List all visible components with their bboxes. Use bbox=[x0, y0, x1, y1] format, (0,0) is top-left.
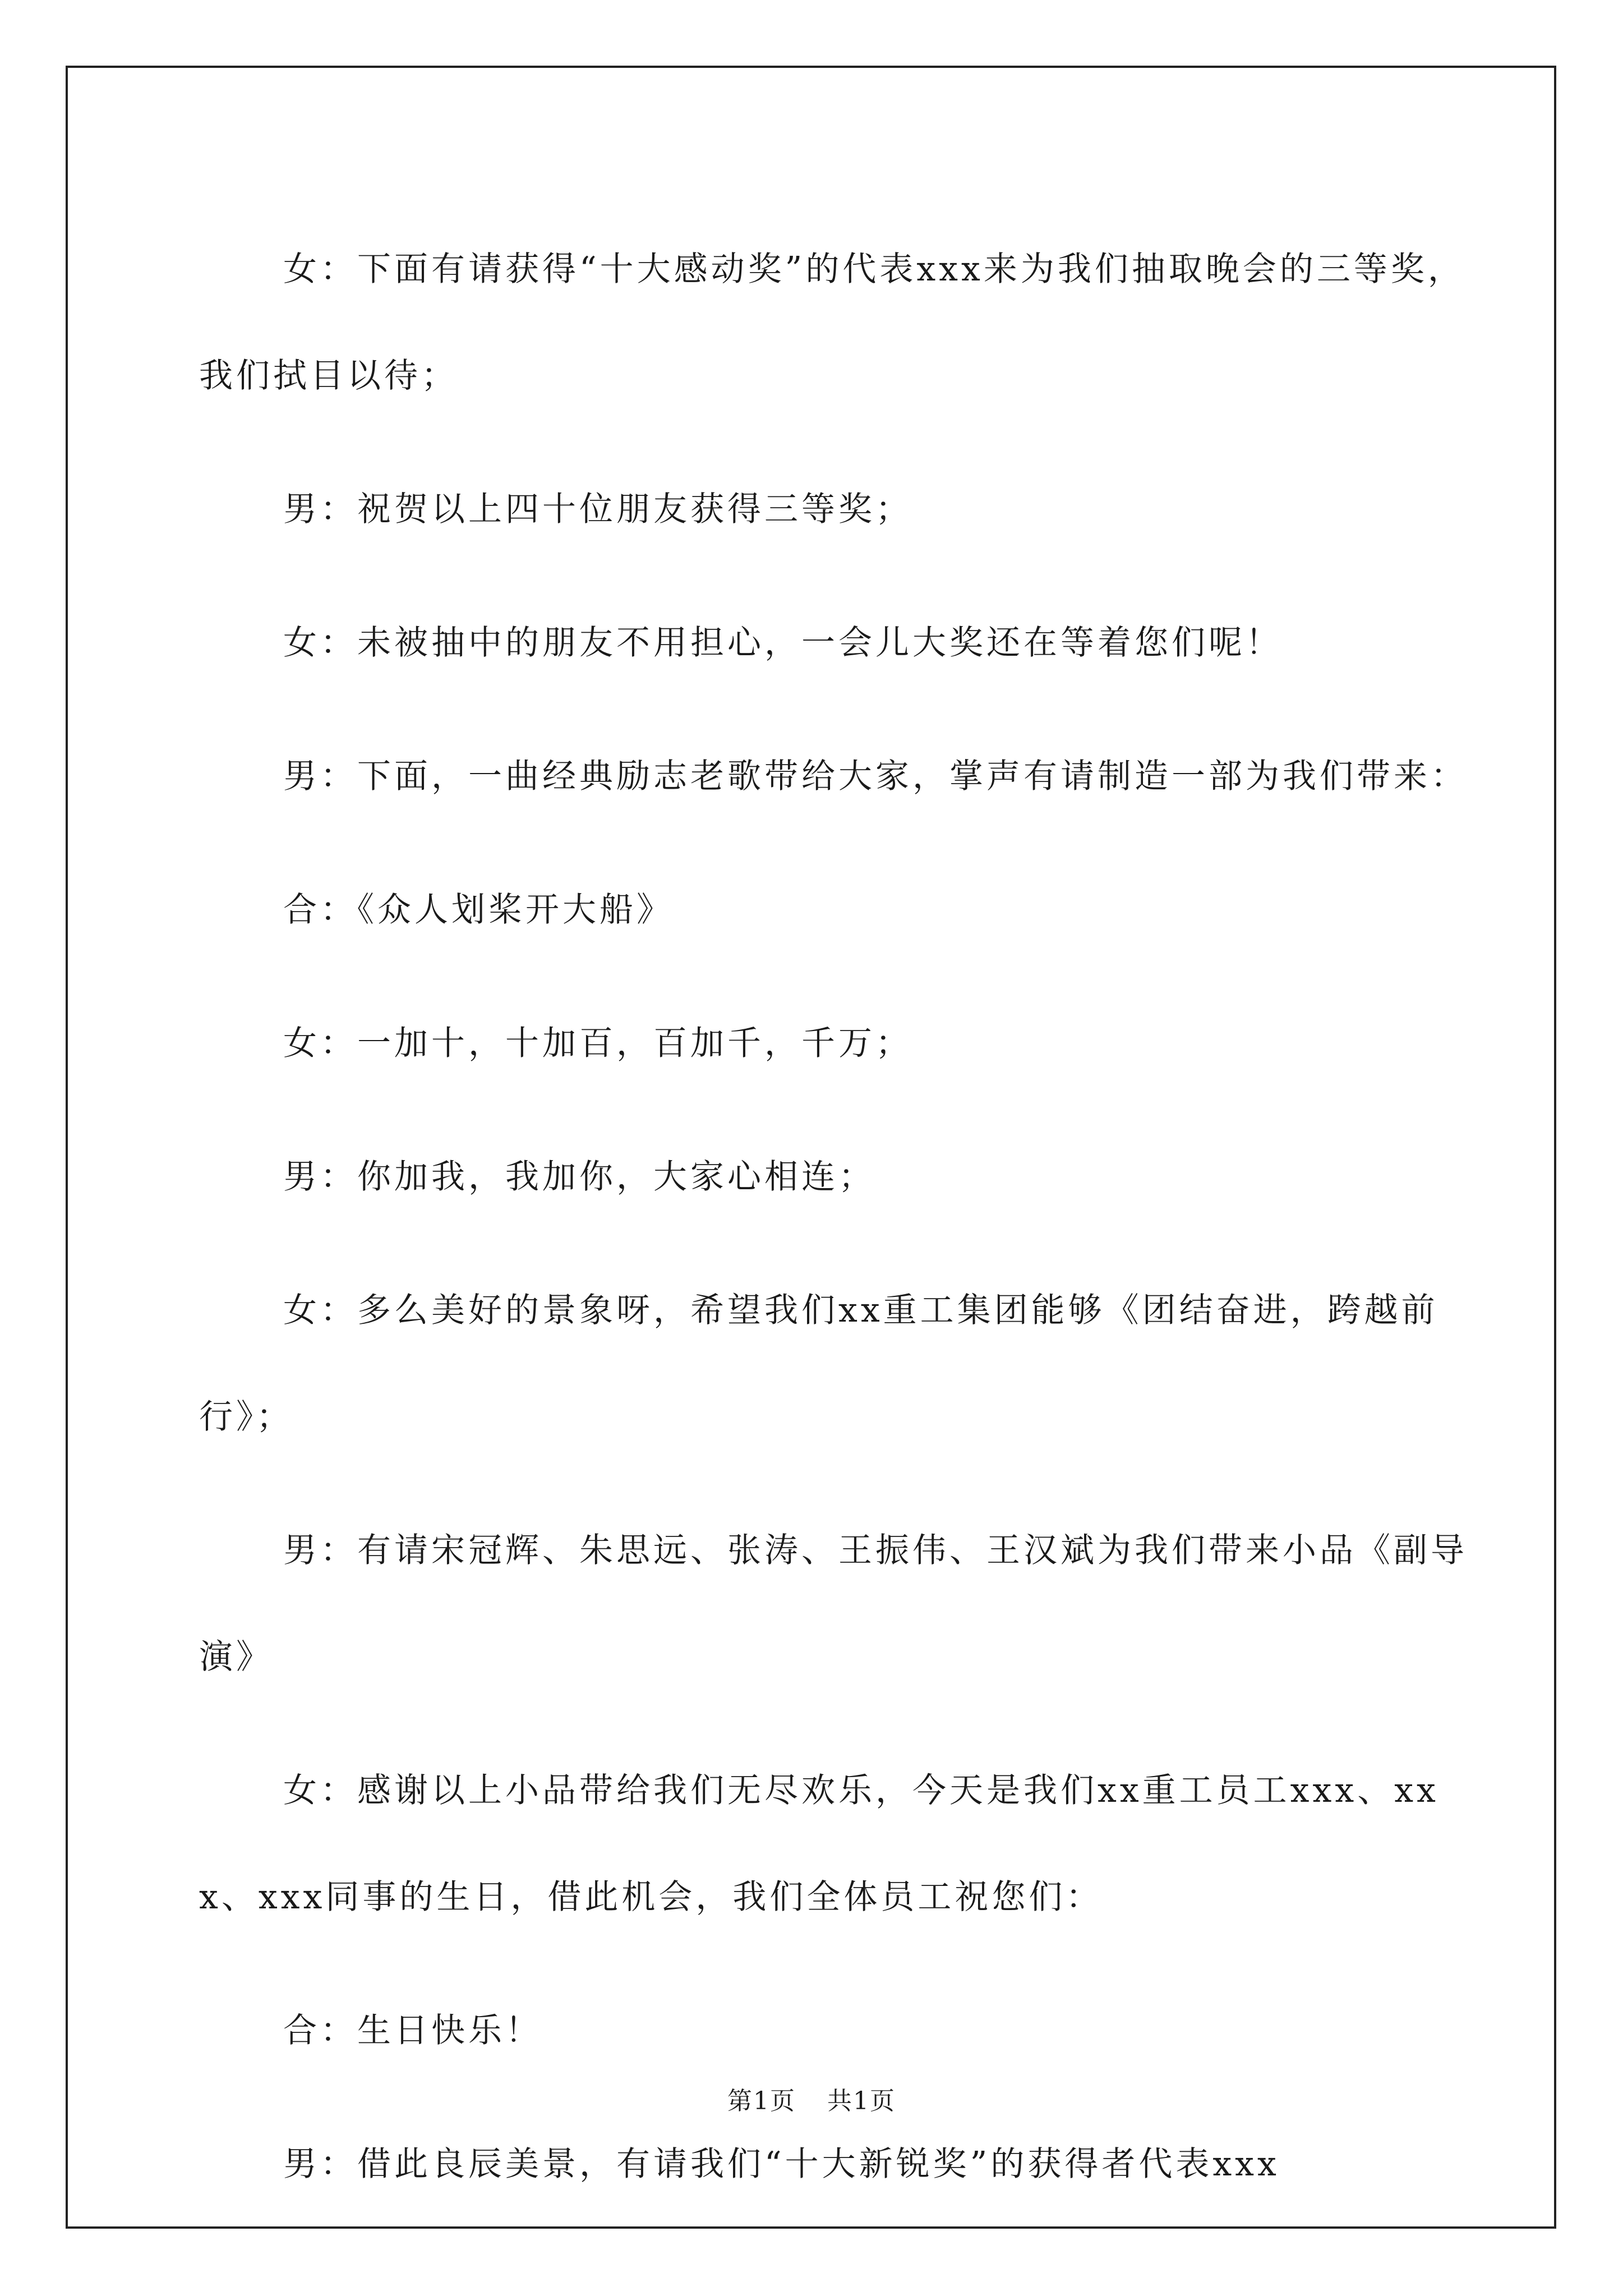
paragraph: 男：下面，一曲经典励志老歌带给大家，掌声有请制造一部为我们带来： bbox=[283, 757, 1468, 796]
document-body bbox=[199, 216, 1472, 2244]
paragraph: 女：感谢以上小品带给我们无尽欢乐，今天是我们xx重工员工xxx、xxx、xxx同事的生日，借此机会，我们全体员工祝您们： bbox=[199, 1771, 1439, 1917]
paragraph: 女：下面有请获得“十大感动奖”的代表xxx来为我们抽取晚会的三等奖，我们拭目以待； bbox=[199, 250, 1465, 395]
paragraph: 男：借此良辰美景，有请我们“十大新锐奖”的获得者代表xxx bbox=[283, 2145, 1280, 2184]
paragraph: 男：祝贺以上四十位朋友获得三等奖； bbox=[283, 490, 912, 529]
page-number: 第1页 bbox=[727, 2087, 796, 2115]
paragraph: 女：一加十，十加百，百加千，千万； bbox=[283, 1024, 912, 1063]
page-footer bbox=[0, 2085, 1623, 2118]
paragraph: 合：生日快乐！ bbox=[283, 2011, 542, 2050]
paragraph: 合：《众人划桨开大船》 bbox=[283, 890, 674, 930]
paragraph: 女：多么美好的景象呀，希望我们xx重工集团能够《团结奋进，跨越前行》； bbox=[199, 1291, 1438, 1437]
page-total: 共1页 bbox=[827, 2087, 896, 2115]
paragraph: 女：未被抽中的朋友不用担心，一会儿大奖还在等着您们呢！ bbox=[283, 623, 1283, 662]
paragraph: 男：你加我，我加你，大家心相连； bbox=[283, 1157, 875, 1197]
paragraph: 男：有请宋冠辉、朱思远、张涛、王振伟、王汉斌为我们带来小品《副导演》 bbox=[199, 1531, 1468, 1677]
